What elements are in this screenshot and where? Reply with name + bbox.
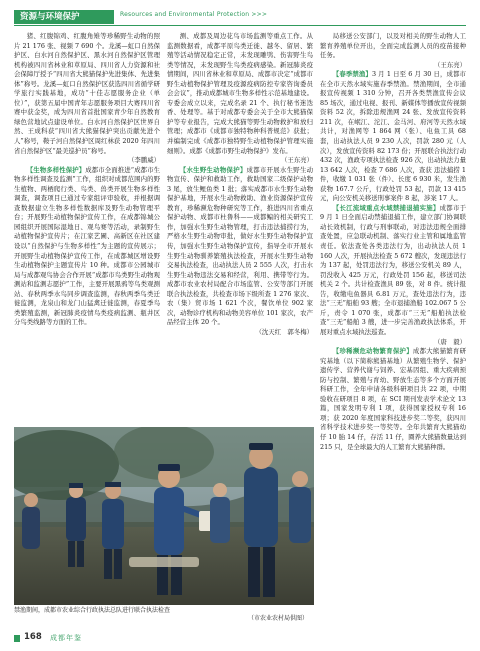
column-3: [320, 32, 466, 452]
article-spring-fishing-ban: [320, 70, 466, 204]
article-endangered-breeding: [320, 347, 466, 452]
article-aquatic-wildlife: [167, 166, 313, 328]
caption-credit: （市农业农村局供图）: [247, 615, 308, 622]
book-name: 成都年鉴: [50, 634, 82, 642]
section-heading: 【长江流域重点水域禁捕退捕实施】: [332, 203, 440, 212]
byline: （唐 毅）: [434, 337, 466, 346]
paragraph: 测、成都及周边花鸟市场监测等重点工作。从监测数据看，成都平原鸟类迁徙、越冬、留居、繁殖等活动情况稳定正常，未发现雕鸮、伤害野生鸟类等情况，未发现野生鸟类疫病感染。新冠肺炎疫情期间，四川省林业和草原局、成都市决定“成都市野生动植物保护管理及疫源疫病防控专家咨询委员会会议”，推动成都城市生物多样性示范基地建设。专委会成立以来，完成名录 21 个、执行秘书迷迭香、处理等。基于对成都专委会关于全市大熊猫保护等专业报告，完成大熊猫等野生动物救护和放归管理；成都市《成都市独特物种科普规范》获批；并编制完成《成都市独特野生动植物保护管理实施细则》。成都《成都市野生动物保护》发布。: [167, 32, 313, 155]
section-tab: 资源与环境保护: [14, 10, 114, 24]
byline: （沈天红 郭冬梅）: [255, 327, 313, 336]
section-heading: 【珍稀濒危动物繁育保护】: [332, 347, 413, 356]
paragraph: 局移送公安部门，以及对相关的野生动物人工繁育养殖单位开出，全面完成监测人员的疫苗接种任务。: [320, 32, 466, 60]
byline: （王东亮）: [281, 156, 313, 165]
section-heading: 【水生野生动物保护】: [179, 165, 247, 174]
article-body: 3 月 1 日至 6 月 30 日，成都市在全市天然水域实施春季禁渔。禁渔期间，全市通报宣传视频 1 310 分钟，召开各类禁渔宣传会议 85 场次，通过电视、报刊、新媒体等播放宣传视频资料 52 次，拆除违规渔网 24 张、发放宣传资料 211 次，在岷江、沱江、金马河、府河等天然水域共计，对渔网等 1 864 网（张）、电鱼工具 68 套，出动执法人员 9 230 人次，罚款 280 元（人次），发放宣传资料 82 173 份；开展联合执法行动 432 次，渔政专项执法检查 926 次，出动执法力量 13 642 人次，检查 7 686 人次，查获 违法捕捞 1 件，收缴 1 031 张（件）、长度 6 930 米，发生渔获物 167.7 公斤，行政处罚 53 起，罚款 13 415 元，向公安机关移送刑事案件 8 起，涉案 17 人。: [320, 70, 466, 203]
caption-text: 禁渔期间，成都市农业综合行政执法总队进行联合执法检查: [14, 607, 171, 614]
article-body: 成都市于 9 月 1 日全面启动禁捕退捕工作，建立部门协调联动长效机制，行政与刑事联动，对违法违规全面排查处置，应急联动机制、落实行业主管和属地监管责任。依法查处各类违法行为，出动执法人员 1 160 人次，开展执法检查 5 672 艘次，发现违法行为 137 起，处罚违法行为，移送公安机关 89 人，罚没收入 425 万元，行政处罚 156 起，移送司法机关 2 个。共计检查渔具 89 张，对 8 件。统计报告，收缴电鱼器具 6.81 万元，查处违法行为，违法“三无”船舶 93 艘；全市退捕渔船 102.067 5 公斤，责令 1 070 张，成都市“三无”船舶执法检查“三无”船舶 3 艘，进一步完善渔政执法体系，开展对重点水域执法巡查。: [320, 203, 467, 336]
article-biodiversity: [14, 166, 160, 328]
enforcement-photo: [14, 427, 314, 605]
article-yangtze-fishing-ban: [320, 204, 466, 338]
page-header: [14, 8, 466, 26]
page-number: 168: [24, 632, 42, 642]
photo-illustration: [14, 427, 314, 605]
column-1: [14, 32, 160, 328]
article-body: 成都市开展水生野生动物宣传、保护和救助工作，救助国家二级保护动物 3 尾，放生鲤鱼类 1 批；落实成都市水生野生动物保护基地，开展水生动物救助、渔业资源保护宣传教育，珍稀濒危物种研究等工作，推进四川省重点保护动物、成都市杜鲁科——成都鳊的相关研究工作，加强水生野生动物管理，打击违法捕捞行为，严格水生野生动物审批，做好水生野生动物保护宣传，加强水生野生动物保护宣传，指导全市开展水生野生动物驯养繁殖执法检查，开展水生野生动物交易执法检查，出动执法人员 2 555 人次，打击水生野生动物违法交易和经营，利用、携带等行为。成都市农业农村局配合市场监管、公安等部门开展联合执法检查，共检查市场下级所查 1 276 家次、农（集）贸市场 1 621 个次，餐饮单位 902 家次，动物诊疗机构和动物美容单位 101 家次，农产品经营主体 20 个。: [167, 165, 314, 327]
article-body: 成都市全面推进“成都市生物多样性调查及监测”工作，组织对成都范围内的野生植物、两栖爬行类、鸟类、兽类开展生物多样性调查，调查项目已通过专家组评审验收，并根据调查数据建立生物多样性数据库及野生动物管理平台；开展野生动植物保护宣传工作，在成都锦城公园组织开展国际湿地日、观鸟赛等活动，录制野生动植物保护宣传片；在江家艺圃、高新区在社区建设以“自然保护与生物多样性”为主题的宣传展示；开展野生动植物保护宣传工作，在成都城区增设野生动植物保护主题宣传片 10 种。成都市公园城市局与成都观鸟协会合作开展“成都市鸟类野生动物观测站和监测志愿护”工作，主要开展黑鸦等鸟类观测站、春秋两季水鸟同步调查监测，春秋两季鸟类迁徙监测，龙泉山和龙门山猛禽迁徙监测，春夏季鸟类繁殖监测，新冠肺炎疫情鸟类疫病监测、瓶井区分鸟类线路等方面的工作。: [14, 165, 160, 327]
photo-caption: [14, 607, 314, 623]
section-english-title: Resources and Environmental Protection >>>: [120, 11, 268, 18]
paragraph: 猪、红腹锦鸡、红腹角雉等珍稀野生动物的照片 21 176 张、视频 7 690 个。龙溪—虹口自然保护区、白水河自然保护区、黑水河自然保护区管理机构被四川省林业和草原局、四川省人力资源和社会保障厅授予“四川省大熊猫保护先进集体、先进集体”称号。龙溪—虹口自然保护区获选四川省循学研学旅行实践基地，成功“十佳志愿服务企业（单位）”，获第五届中国青年志愿服务项目大赛四川省赛中获金奖，成为四川省首批国家青少年自然教育绿色营地试点建设单位。白水河自然保护区世界自然、王成科获“四川省大熊猫保护突出贡献先进个人”称号，鞍子河自然保护区周红林获 2020 年四川省自然保护区“最美巡护员”称号。: [14, 32, 160, 155]
article-body: 成都大熊猫繁育研究基地（以下简称熊猫基地）从繁殖生物学、保护遗传学、营养代谢与饲养、宏基因组、重大疾病预防与控制、繁殖与育幼、野放生态等多个方面开展科研工作，全年申请各级科研项目共 22 项，中期验收在研项目 8 项，在 SCI 期刊发表学术论文 13 篇，国家发明专利 1 项，获得国家授权专利 16 项；获 2020 年度国家科技进步奖二等奖，获四川省科学技术进步奖一等奖等。全年共繁育大熊猫幼仔 10 胎 14 仔，存活 11 仔，圈养大熊猫数量达到 215 只，是全球最大的人工繁育大熊猫种群。: [320, 347, 467, 451]
section-heading: 【生物多样性保护】: [26, 165, 86, 174]
header-rule: [14, 25, 466, 26]
byline: （王东亮）: [434, 60, 466, 69]
page-marker: [14, 635, 20, 642]
byline: （李鹏威）: [128, 156, 160, 165]
column-2: [167, 32, 313, 338]
section-heading: 【春季禁渔】: [332, 70, 372, 79]
page-footer: [14, 632, 466, 646]
